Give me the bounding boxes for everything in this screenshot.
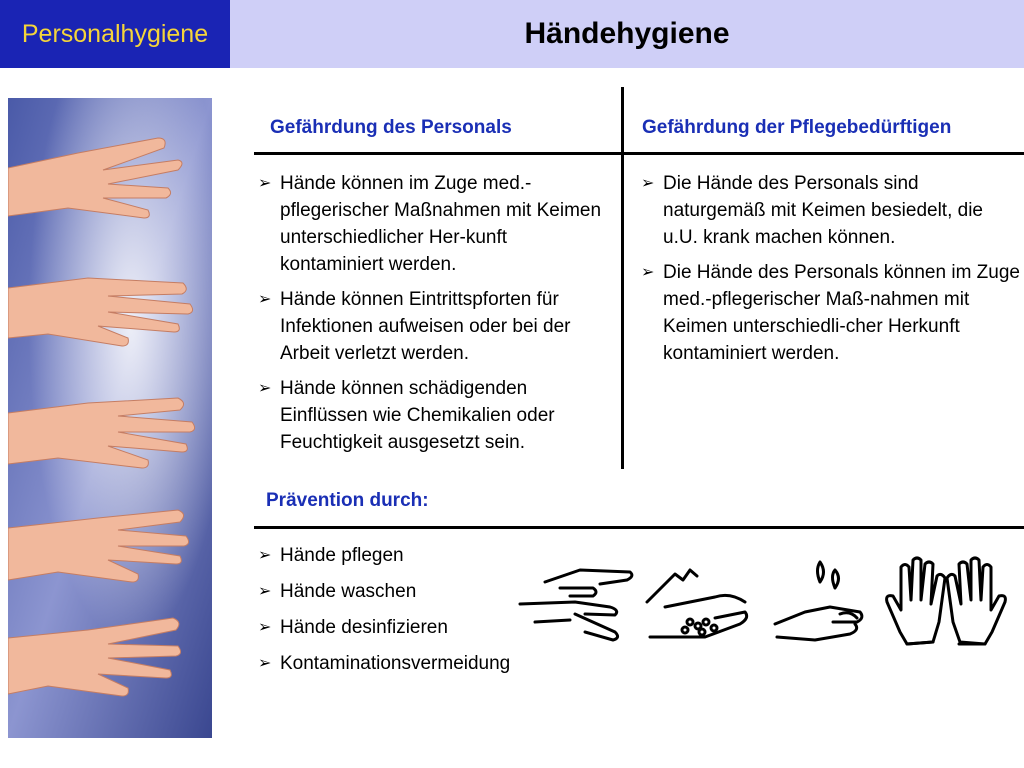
prevention-rule [254,526,1024,529]
left-bullet-list [258,170,610,464]
list-item: ➢ Hände können Eintrittspforten für Infektionen aufweisen oder bei der Arbeit verletzt werden. [258,286,610,367]
arrow-bullet-icon: ➢ [641,264,655,281]
hand-wash-icon [647,570,747,637]
arrow-bullet-icon: ➢ [258,583,272,600]
hand-care-icon [520,570,632,640]
header-rule [254,152,1024,155]
right-column-heading: Gefährdung der Pflegebedürftigen [642,117,952,138]
list-item: ➢ Hände waschen [258,578,578,605]
arrow-bullet-icon: ➢ [258,291,272,308]
arrow-bullet-icon: ➢ [258,655,272,672]
list-item: ➢ Hände pflegen [258,542,578,569]
hand-disinfect-icon [775,562,862,640]
list-item: ➢ Hände desinfizieren [258,614,578,641]
hygiene-icons [515,552,1020,652]
arrow-bullet-icon: ➢ [641,175,655,192]
gloves-icon [887,558,1006,644]
hands-photo [8,98,212,738]
list-item: ➢ Die Hände des Personals sind naturgemäß mit Keimen besiedelt, die u.U. krank machen können. [641,170,1021,251]
prevention-heading: Prävention durch: [266,490,429,511]
column-divider [621,87,624,469]
left-column-heading: Gefährdung des Personals [270,117,512,138]
list-item: ➢ Hände können schädigenden Einflüssen wie Chemikalien oder Feuchtigkeit ausgesetzt sein. [258,375,610,456]
list-item: ➢ Die Hände des Personals können im Zuge med.-pflegerischer Maß-nahmen mit Keimen unterschiedli-cher Herkunft kontaminiert werden. [641,259,1021,367]
right-bullet-list [641,170,1021,375]
arrow-bullet-icon: ➢ [258,380,272,397]
arrow-bullet-icon: ➢ [258,547,272,564]
list-item: ➢ Kontaminationsvermeidung [258,650,578,677]
section-label: Personalhygiene [0,0,230,68]
page-title: Händehygiene [524,17,730,50]
list-item: ➢ Hände können im Zuge med.-pflegerischer Maßnahmen mit Keimen unterschiedlicher Her-kunft kontaminiert werden. [258,170,610,278]
arrow-bullet-icon: ➢ [258,619,272,636]
arrow-bullet-icon: ➢ [258,175,272,192]
